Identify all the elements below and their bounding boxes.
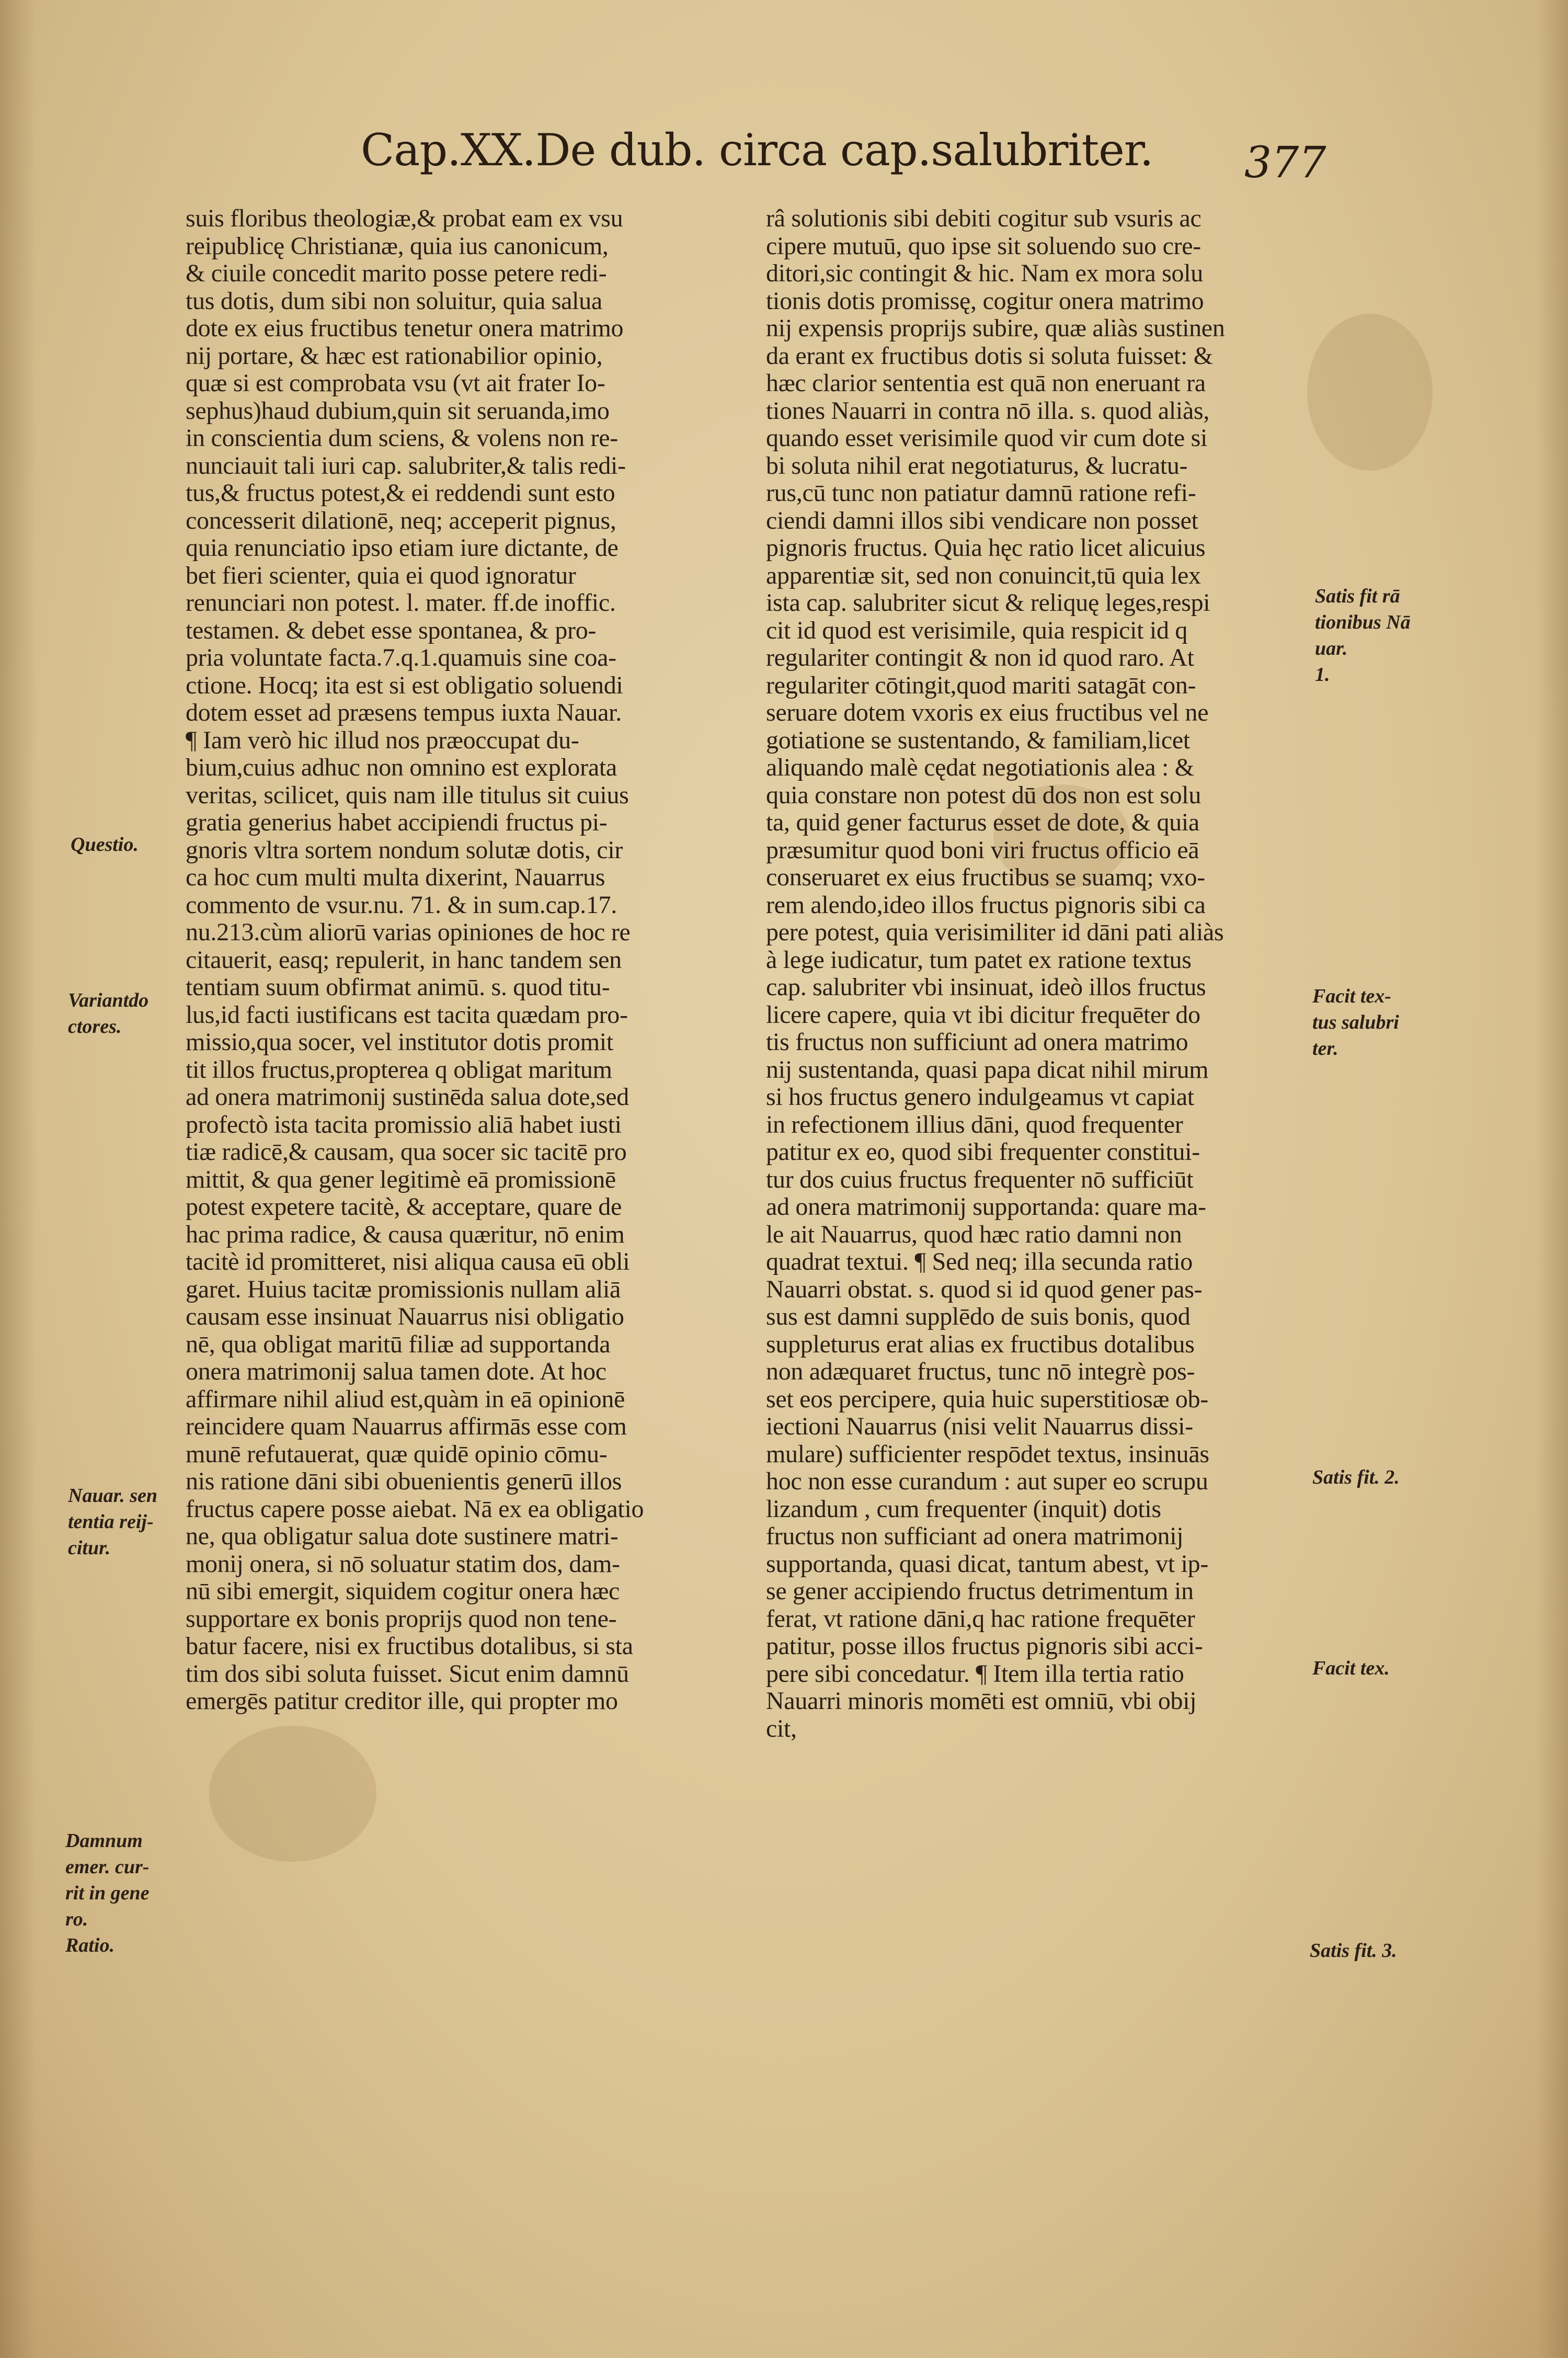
text-line: potest expetere tacitè, & acceptare, quare de [186,1193,622,1221]
text-column-left [186,205,740,1715]
text-line: batur facere, nisi ex fructibus dotalibus, si sta [186,1632,633,1660]
text-line: quadrat textui. ¶ Sed neq; illa secunda ratio [766,1248,1193,1275]
margin-note-facit-tex [1312,1655,1390,1681]
paper-stain [209,1726,376,1862]
text-line: Nauarri obstat. s. quod si id quod gener pas- [766,1275,1203,1303]
margin-note-line: Variantdo [68,989,149,1011]
margin-note-line: ro. [65,1908,88,1930]
text-line: tionis dotis promissę, cogitur onera matrimo [766,287,1204,315]
text-line: in refectionem illius dāni, quod frequenter [766,1110,1183,1138]
text-line: gnoris vltra sortem nondum solutæ dotis, cir [186,836,623,864]
text-line: munē refutauerat, quæ quidē opinio cōmu- [186,1440,608,1468]
text-line: gratia generius habet accipiendi fructus pi- [186,808,608,836]
margin-note-line: Facit tex- [1312,985,1391,1007]
margin-note-line: Ratio. [65,1934,115,1956]
text-line: ad onera matrimonij supportanda: quare ma- [766,1193,1206,1221]
text-line: licere capere, quia vt ibi dicitur frequēter do [766,1000,1200,1029]
text-line: le ait Nauarrus, quod hæc ratio damni non [766,1220,1182,1248]
text-line: citauerit, easq; repulerit, in hanc tandem sen [186,946,622,974]
margin-note-questio [71,831,139,858]
text-line: sus est damni supplēdo de suis bonis, quod [766,1303,1191,1330]
text-line: dotem esset ad præsens tempus iuxta Nauar. [186,699,622,726]
text-line: bi soluta nihil erat negotiaturus, & lucratu- [766,451,1188,480]
text-line: si hos fructus genero indulgeamus vt capiat [766,1083,1194,1111]
text-line: mittit, & qua gener legitimè eā promissionē [186,1165,616,1193]
text-line: tis fructus non sufficiunt ad onera matrimo [766,1028,1188,1056]
margin-note-line: Damnum [65,1830,143,1852]
text-line: hoc non esse curandum : aut super eo scrupu [766,1467,1208,1495]
text-line: nunciauit tali iuri cap. salubriter,& talis redi- [186,451,626,480]
margin-note-line: tentia reij- [68,1511,154,1533]
text-line: tur dos cuius fructus frequenter nō sufficiūt [766,1165,1194,1193]
text-line: præsumitur quod boni viri fructus officio eā [766,836,1199,864]
text-line: fructus non sufficiant ad onera matrimonij [766,1522,1184,1550]
text-line: affirmare nihil aliud est,quàm in eā opinionē [186,1385,625,1413]
text-line: tus dotis, dum sibi non soluitur, quia salua [186,287,602,315]
text-line: ca hoc cum multi multa dixerint, Nauarrus [186,863,605,891]
text-line: monij onera, si nō soluatur statim dos, dam- [186,1550,620,1578]
text-line: patitur, posse illos fructus pignoris sibi acci- [766,1632,1203,1660]
text-line: tacitè id promitteret, nisi aliqua causa eū obli [186,1248,630,1275]
text-line: cit id quod est verisimile, quia respicit id q [766,616,1188,644]
text-line: suppleturus erat alias ex fructibus dotalibus [766,1330,1195,1358]
text-line: regulariter contingit & non id quod raro. At [766,644,1194,671]
text-line: nij portare, & hæc est rationabilior opinio, [186,341,603,370]
text-line: lizandum , cum frequenter (inquit) dotis [766,1495,1161,1523]
text-line: cipere mutuū, quo ipse sit soluendo suo cre- [766,232,1201,260]
text-line: quia renunciatio ipso etiam iure dictante, de [186,534,619,562]
text-line: râ solutionis sibi debiti cogitur sub vsuris ac [766,204,1201,232]
margin-note-line: 1. [1315,664,1330,686]
text-line: pere potest, quia verisimiliter id dāni pati aliàs [766,918,1224,946]
text-line: missio,qua socer, vel institutor dotis promit [186,1028,613,1056]
text-line: ferat, vt ratione dāni,q hac ratione frequēter [766,1604,1195,1633]
page-number: 377 [1244,138,1326,188]
text-line: sephus)haud dubium,quin sit seruanda,imo [186,396,610,425]
margin-note-line: emer. cur- [65,1856,150,1878]
text-line: Nauarri minoris momēti est omniū, vbi obij [766,1687,1197,1715]
text-line: veritas, scilicet, quis nam ille titulus sit cuius [186,781,629,809]
text-line: mulare) sufficienter respōdet textus, insinuās [766,1440,1209,1468]
text-line: ne, qua obligatur salua dote sustinere matri- [186,1522,619,1550]
text-line: reincidere quam Nauarrus affirmās esse com [186,1412,627,1440]
margin-note-line: Nauar. sen [68,1485,158,1507]
text-line: tiones Nauarri in contra nō illa. s. quod aliàs, [766,396,1210,425]
margin-note-line: Satis fit. 2. [1312,1466,1400,1488]
text-line: pignoris fructus. Quia hęc ratio licet alicuius [766,534,1206,562]
text-line: fructus capere posse aiebat. Nā ex ea obligatio [186,1495,644,1523]
text-line: da erant ex fructibus dotis si soluta fuisset: & [766,341,1213,370]
text-line: bium,cuius adhuc non omnino est explorata [186,754,617,781]
text-line: renunciari non potest. l. mater. ff.de inoffic. [186,589,616,617]
text-line: nij sustentanda, quasi papa dicat nihil mirum [766,1055,1209,1084]
text-line: ista cap. salubriter sicut & reliquę leges,respi [766,589,1210,617]
margin-note-nauar-sententia [68,1483,157,1561]
text-line: quando esset verisimile quod vir cum dote si [766,424,1207,452]
text-line: nu.213.cùm aliorū varias opiniones de hoc re [186,918,631,946]
text-line: concesserit dilationē, neq; acceperit pignus, [186,506,616,534]
text-line: & ciuile concedit marito posse petere redi- [186,259,607,287]
text-line: hæc clarior sententia est quā non eneruant ra [766,369,1206,397]
margin-note-satis-fit-2 [1312,1464,1400,1490]
text-line: quæ si est comprobata vsu (vt ait frater Io- [186,369,605,397]
margin-note-line: uar. [1315,637,1348,659]
text-line: rus,cū tunc non patiatur damnū ratione refi- [766,479,1196,507]
margin-note-line: ctores. [68,1016,122,1038]
text-line: cit, [766,1714,797,1742]
text-line: suis floribus theologiæ,& probat eam ex vsu [186,204,623,232]
text-line: profectò ista tacita promissio aliā habet iusti [186,1110,622,1138]
text-line: nis ratione dāni sibi obuenientis generū illos [186,1467,622,1495]
margin-note-line: Satis fit. 3. [1310,1940,1397,1962]
text-line: ta, quid gener facturus esset de dote, & quia [766,808,1199,836]
margin-note-variant-doctores [68,987,148,1040]
text-line: bet fieri scienter, quia ei quod ignoratur [186,561,576,589]
text-line: à lege iudicatur, tum patet ex ratione textus [766,946,1192,974]
text-line: ¶ Iam verò hic illud nos præoccupat du- [186,726,579,754]
text-line: cap. salubriter vbi insinuat, ideò illos fructus [766,973,1206,1001]
text-line: iectioni Nauarrus (nisi velit Nauarrus dissi- [766,1412,1193,1440]
running-head: Cap.XX.De dub. circa cap.salubriter. [361,124,1153,176]
text-line: ad onera matrimonij sustinēda salua dote,sed [186,1083,629,1111]
text-line: ciendi damni illos sibi vendicare non posset [766,506,1198,534]
text-line: nij expensis proprijs subire, quæ aliàs sustinen [766,314,1225,342]
text-line: regulariter cōtingit,quod mariti satagāt con- [766,671,1196,699]
text-line: testamen. & debet esse spontanea, & pro- [186,616,597,644]
text-line: causam esse insinuat Nauarrus nisi obligatio [186,1303,624,1330]
text-line: supportare ex bonis proprijs quod non tene- [186,1604,617,1633]
text-line: conseruaret ex eius fructibus se suamq; vxo- [766,863,1205,891]
margin-note-line: Satis fit rā [1315,585,1400,607]
text-line: patitur ex eo, quod sibi frequenter constitui- [766,1138,1200,1166]
text-line: ctione. Hocq; ita est si est obligatio soluendi [186,671,623,699]
margin-note-line: tionibus Nā [1315,611,1411,633]
text-line: commento de vsur.nu. 71. & in sum.cap.17. [186,891,617,919]
text-line: tus,& fructus potest,& ei reddendi sunt esto [186,479,615,507]
text-line: reipublicę Christianæ, quia ius canonicum, [186,232,609,260]
text-line: dote ex eius fructibus tenetur onera matrimo [186,314,624,342]
text-line: rem alendo,ideo illos fructus pignoris sibi ca [766,891,1206,919]
text-column-right [766,205,1323,1742]
text-line: nū sibi emergit, siquidem cogitur onera hæc [186,1577,620,1605]
text-line: onera matrimonij salua tamen dote. At hoc [186,1358,606,1385]
text-line: nē, qua obligat maritū filiæ ad supportanda [186,1330,611,1358]
text-line: aliquando malè cędat negotiationis alea : & [766,754,1194,781]
text-line: tim dos sibi soluta fuisset. Sicut enim damnū [186,1659,629,1688]
text-line: tiæ radicē,& causam, qua socer sic tacitē pro [186,1138,627,1166]
text-line: emergēs patitur creditor ille, qui propter mo [186,1687,618,1715]
text-line: seruare dotem vxoris ex eius fructibus vel ne [766,699,1209,726]
text-line: tit illos fructus,propterea q obligat maritum [186,1055,612,1084]
text-line: tentiam suum obfirmat animū. s. quod titu- [186,973,610,1001]
margin-note-line: ter. [1312,1038,1338,1060]
margin-note-satis-fit-1 [1315,583,1411,688]
margin-note-line: Questio. [71,834,139,856]
text-line: hac prima radice, & causa quæritur, nō enim [186,1220,625,1248]
text-line: se gener accipiendo fructus detrimentum in [766,1577,1194,1605]
text-line: non adæquaret fructus, tunc nō integrè pos- [766,1358,1195,1385]
paper-stain [1307,314,1433,471]
text-line: supportanda, quasi dicat, tantum abest, vt ip- [766,1550,1209,1578]
margin-note-line: Facit tex. [1312,1657,1390,1679]
text-line: apparentiæ sit, sed non conuincit,tū quia lex [766,561,1201,589]
margin-note-damnum-emergens [65,1828,149,1958]
text-line: garet. Huius tacitæ promissionis nullam aliā [186,1275,621,1303]
margin-note-facit-textus [1312,983,1399,1062]
text-line: set eos percipere, quia huic superstitiosæ ob- [766,1385,1208,1413]
margin-note-line: tus salubri [1312,1011,1399,1033]
text-line: pria voluntate facta.7.q.1.quamuis sine coa- [186,644,616,671]
margin-note-line: rit in gene [65,1882,150,1904]
margin-note-satis-fit-3 [1310,1938,1397,1964]
text-line: ditori,sic contingit & hic. Nam ex mora solu [766,259,1203,287]
text-line: gotiatione se sustentando, & familiam,licet [766,726,1190,754]
text-line: lus,id facti iustificans est tacita quædam pro- [186,1000,628,1029]
text-line: pere sibi concedatur. ¶ Item illa tertia ratio [766,1659,1184,1688]
margin-note-line: citur. [68,1537,111,1559]
text-line: quia constare non potest dū dos non est solu [766,781,1201,809]
text-line: in conscientia dum sciens, & volens non re- [186,424,618,452]
